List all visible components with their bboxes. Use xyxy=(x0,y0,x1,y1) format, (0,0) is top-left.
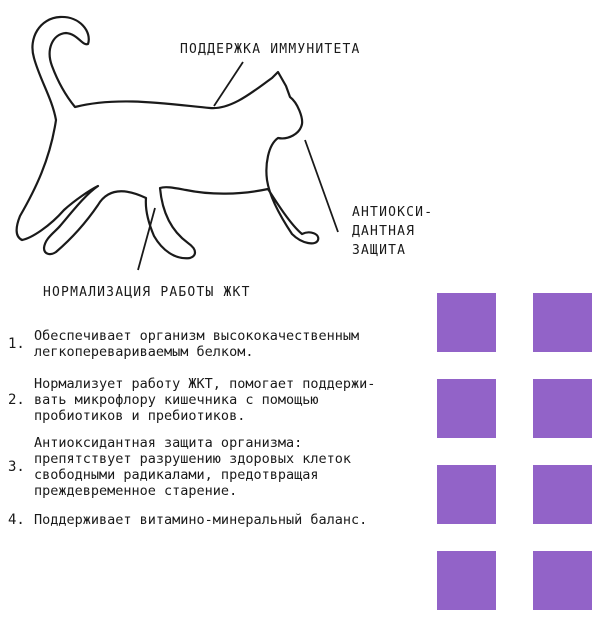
benefit-text xyxy=(34,376,375,424)
antioxidant-label-line-3: ЗАЩИТА xyxy=(352,243,407,258)
benefit-text xyxy=(34,435,351,499)
decorative-square xyxy=(437,551,496,610)
decorative-square xyxy=(437,293,496,352)
benefit-number: 3. xyxy=(8,459,25,475)
benefit-number: 4. xyxy=(8,512,25,528)
benefit-text-line: Поддерживает витамино-минеральный баланс. xyxy=(34,512,368,528)
antioxidant-label-line-1: АНТИОКСИ- xyxy=(352,205,434,220)
benefit-text-line: препятствует разрушению здоровых клеток xyxy=(34,451,351,467)
benefit-text-line: свободными радикалами, предотвращая xyxy=(34,467,319,483)
decorative-square xyxy=(437,465,496,524)
benefit-text-line: преждевременное старение. xyxy=(34,483,238,499)
antioxidant-label-line-2: ДАНТНАЯ xyxy=(352,224,416,239)
decorative-square xyxy=(533,379,592,438)
benefit-text-line: вать микрофлору кишечника с помощью xyxy=(34,392,319,408)
decorative-square xyxy=(533,551,592,610)
benefit-text xyxy=(34,328,359,360)
decorative-square xyxy=(533,465,592,524)
antioxidant-label xyxy=(352,203,433,260)
benefit-text-line: Антиоксидантная защита организма: xyxy=(34,435,303,451)
benefit-text-line: Нормализует работу ЖКТ, помогает поддержи- xyxy=(34,376,376,392)
digestion-pointer-line xyxy=(138,208,155,270)
digestion-label: НОРМАЛИЗАЦИЯ РАБОТЫ ЖКТ xyxy=(43,285,251,300)
benefit-number: 1. xyxy=(8,336,25,352)
benefit-number: 2. xyxy=(8,392,25,408)
benefit-text-line: пробиотиков и пребиотиков. xyxy=(34,408,246,424)
decorative-square xyxy=(533,293,592,352)
decorative-square xyxy=(437,379,496,438)
immunity-label: ПОДДЕРЖКА ИММУНИТЕТА xyxy=(180,42,361,57)
benefit-text xyxy=(34,512,367,528)
antioxidant-pointer-line xyxy=(305,140,338,232)
benefit-text-line: легкоперевариваемым белком. xyxy=(34,344,254,360)
benefit-text-line: Обеспечивает организм высококачественным xyxy=(34,328,360,344)
